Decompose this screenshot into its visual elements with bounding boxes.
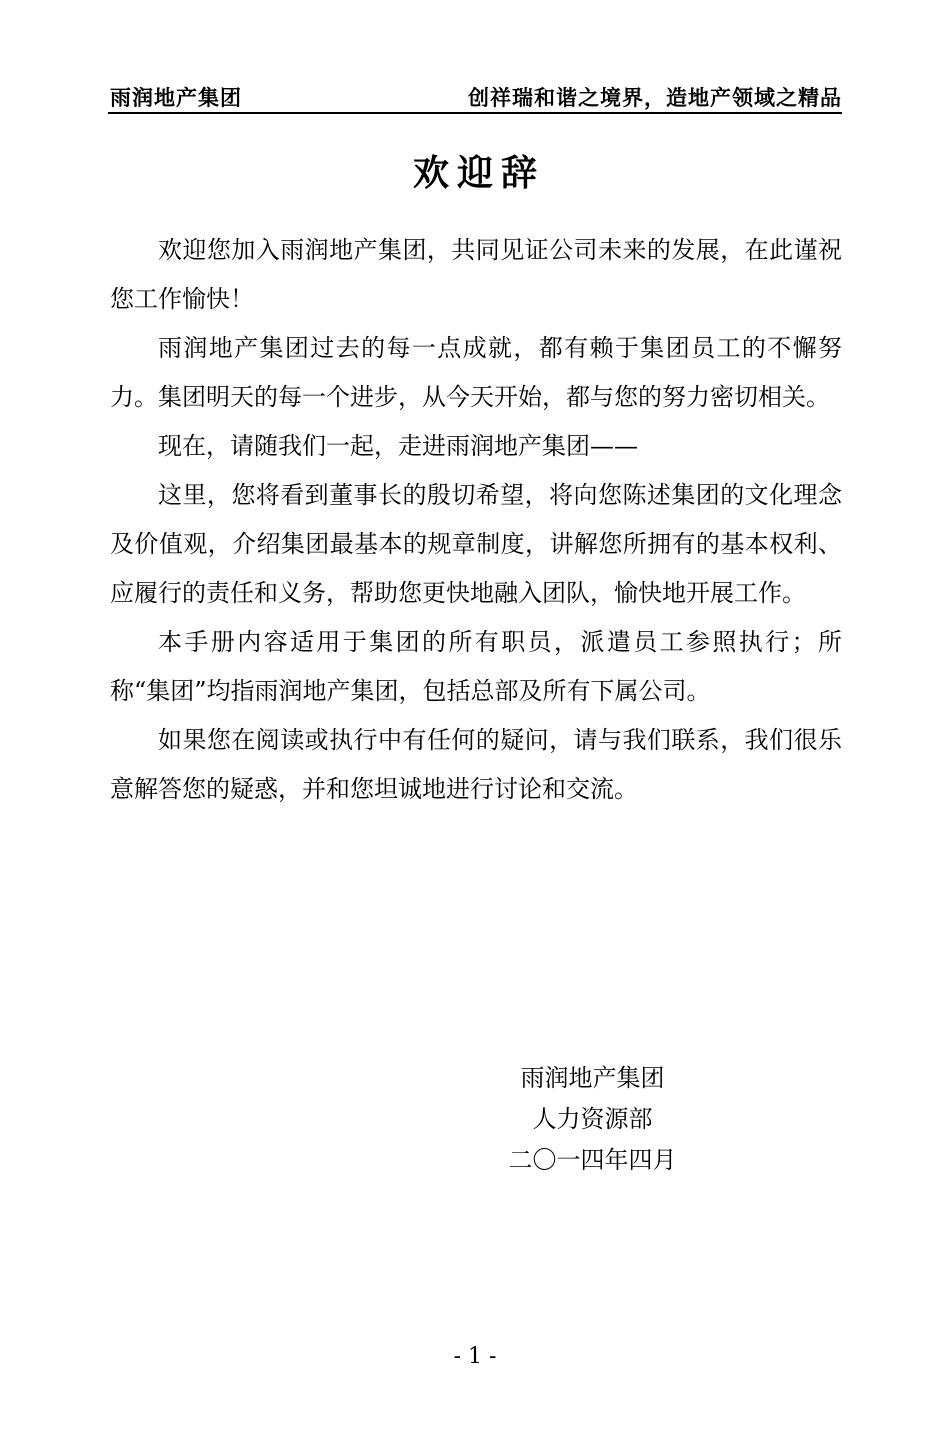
paragraph-achievements: 雨润地产集团过去的每一点成就，都有赖于集团员工的不懈努力。集团明天的每一个进步，从今天开始，都与您的努力密切相关。 — [110, 334, 842, 411]
paragraph-contact: 如果您在阅读或执行中有任何的疑问，请与我们联系，我们很乐意解答您的疑惑，并和您坦诚地进行讨论和交流。 — [110, 726, 842, 803]
signature-block — [470, 1058, 715, 1181]
paragraph-welcome: 欢迎您加入雨润地产集团，共同见证公司未来的发展，在此谨祝您工作愉快！ — [110, 236, 842, 313]
welcome-body — [110, 226, 842, 814]
header-slogan: 创祥瑞和谐之境界，造地产领域之精品 — [468, 85, 842, 110]
paragraph-invitation: 现在，请随我们一起，走进雨润地产集团—— — [158, 432, 638, 460]
header-company-name: 雨润地产集团 — [110, 85, 242, 110]
page-number: - 1 - — [453, 1344, 497, 1369]
signature-organization: 雨润地产集团 — [520, 1064, 665, 1092]
paragraph-scope: 本手册内容适用于集团的所有职员，派遣员工参照执行；所称“集团”均指雨润地产集团，包括总部及所有下属公司。 — [110, 628, 842, 705]
signature-department: 人力资源部 — [532, 1105, 653, 1133]
page-header — [108, 84, 842, 114]
document-title: 欢迎辞 — [412, 152, 545, 194]
signature-date: 二〇一四年四月 — [508, 1146, 677, 1174]
paragraph-contents: 这里，您将看到董事长的殷切希望，将向您陈述集团的文化理念及价值观，介绍集团最基本的规章制度，讲解您所拥有的基本权利、应履行的责任和义务，帮助您更快地融入团队，愉快地开展工作。 — [110, 481, 842, 607]
